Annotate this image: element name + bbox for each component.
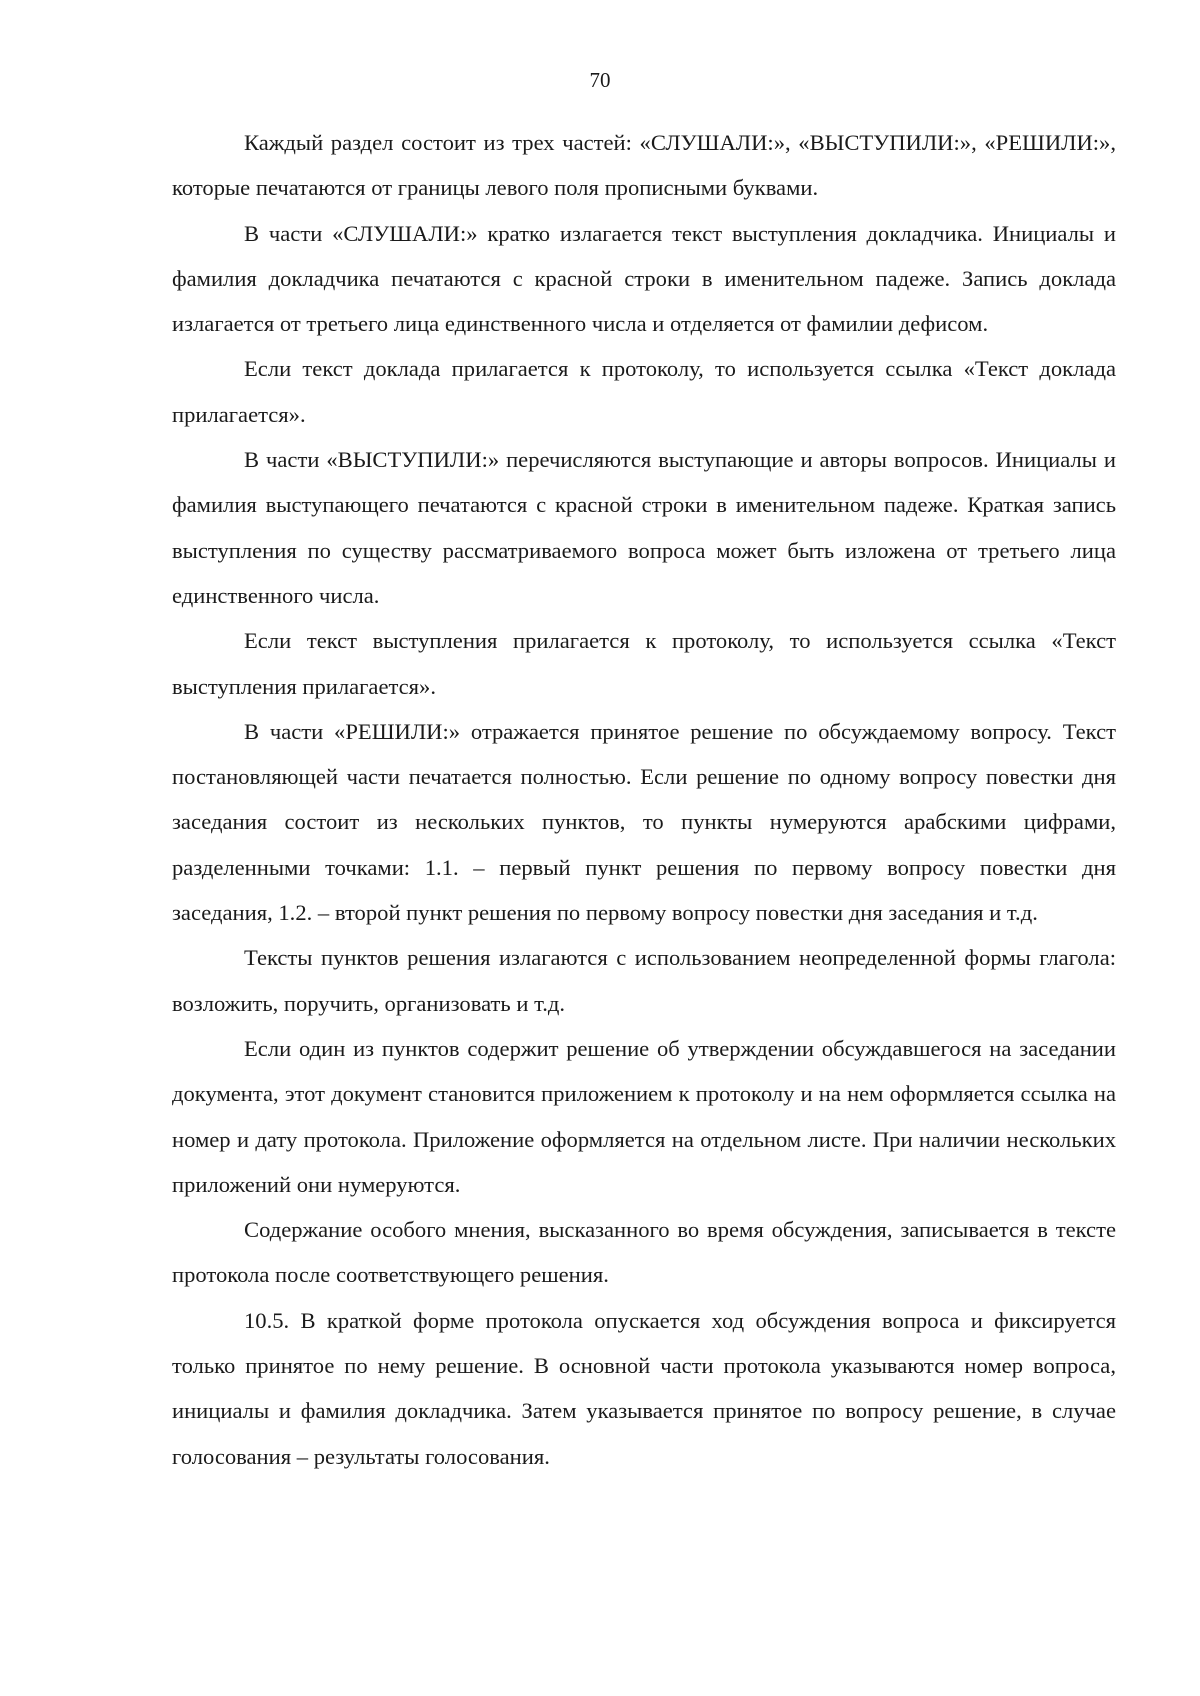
paragraph-sections-intro: Каждый раздел состоит из трех частей: «СЛУШАЛИ:», «ВЫСТУПИЛИ:», «РЕШИЛИ:», которые печатаются от границы левого поля прописными буквами.	[172, 130, 1116, 201]
paragraph-vystupili: В части «ВЫСТУПИЛИ:» перечисляются выступающие и авторы вопросов. Инициалы и фамилия выступающего печатаются с красной строки в именительном падеже. Краткая запись выступления по существу рассматриваемого вопроса может быть изложена от третьего лица единственного числа.	[172, 447, 1116, 608]
document-body	[172, 120, 1116, 1479]
paragraph-decision-wording: Тексты пунктов решения излагаются с использованием неопределенной формы глагола: возложить, поручить, организовать и т.д.	[172, 945, 1116, 1016]
paragraph-special-opinion: Содержание особого мнения, высказанного во время обсуждения, записывается в тексте протокола после соответствующего решения.	[172, 1217, 1116, 1288]
paragraph-speech-attached: Если текст выступления прилагается к протоколу, то используется ссылка «Текст выступления прилагается».	[172, 628, 1116, 699]
paragraph-reshili: В части «РЕШИЛИ:» отражается принятое решение по обсуждаемому вопросу. Текст постановляющей части печатается полностью. Если решение по одному вопросу повестки дня заседания состоит из нескольких пунктов, то пункты нумеруются арабскими цифрами, разделенными точками: 1.1. – первый пункт решения по первому вопросу повестки дня заседания, 1.2. – второй пункт решения по первому вопросу повестки дня заседания и т.д.	[172, 718, 1116, 926]
paragraph-appendix: Если один из пунктов содержит решение об утверждении обсуждавшегося на заседании документа, этот документ становится приложением к протоколу и на нем оформляется ссылка на номер и дату протокола. Приложение оформляется на отдельном листе. При наличии нескольких приложений они нумеруются.	[172, 1035, 1116, 1197]
paragraph-short-form: 10.5. В краткой форме протокола опускается ход обсуждения вопроса и фиксируется только принятое по нему решение. В основной части протокола указываются номер вопроса, инициалы и фамилия докладчика. Затем указывается принятое по вопросу решение, в случае голосования – результаты голосования.	[172, 1307, 1116, 1469]
paragraph-slushali: В части «СЛУШАЛИ:» кратко излагается текст выступления докладчика. Инициалы и фамилия докладчика печатаются с красной строки в именительном падеже. Запись доклада излагается от третьего лица единственного числа и отделяется от фамилии дефисом.	[172, 220, 1116, 337]
paragraph-report-attached: Если текст доклада прилагается к протоколу, то используется ссылка «Текст доклада прилагается».	[172, 356, 1116, 427]
page-number: 70	[589, 68, 611, 92]
